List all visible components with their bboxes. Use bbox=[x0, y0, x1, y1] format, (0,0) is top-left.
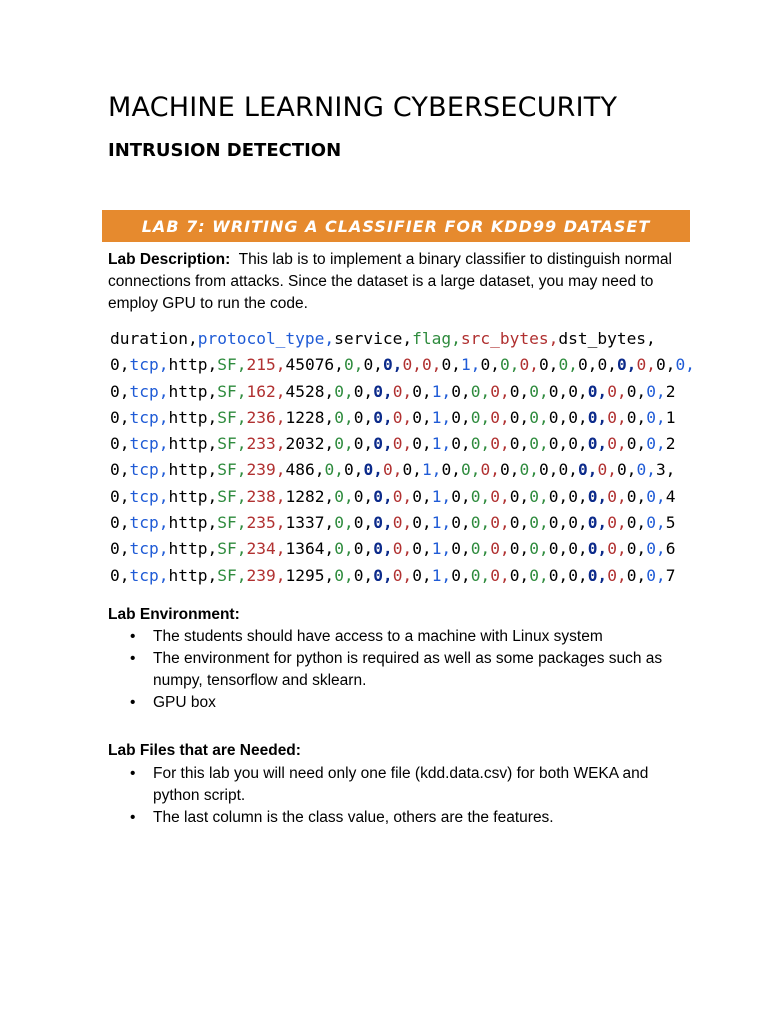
code-token: 0, bbox=[110, 486, 130, 506]
code-token: SF, bbox=[217, 434, 247, 454]
code-token: 0, bbox=[607, 539, 627, 559]
code-token: 0, bbox=[110, 539, 130, 559]
code-token: 0, bbox=[480, 460, 500, 480]
code-token: 0, bbox=[470, 381, 491, 401]
environment-list bbox=[130, 626, 670, 714]
code-token: 0, bbox=[110, 460, 130, 480]
code-token: 0, bbox=[548, 513, 569, 533]
code-token: 0, bbox=[353, 381, 374, 401]
code-token: 0, bbox=[402, 355, 422, 375]
code-token: 0, bbox=[607, 513, 627, 533]
code-token: 0, bbox=[412, 381, 432, 401]
code-token: tcp, bbox=[129, 434, 169, 454]
code-token: tcp, bbox=[129, 407, 169, 427]
code-token: 0, bbox=[519, 460, 539, 480]
code-token: 0, bbox=[324, 460, 344, 480]
code-token: 0, bbox=[421, 355, 442, 375]
code-token: http, bbox=[168, 513, 218, 533]
code-token: dst_bytes, bbox=[558, 329, 656, 348]
code-token: 0, bbox=[490, 539, 510, 559]
code-token: 0, bbox=[607, 407, 627, 427]
code-token: 0, bbox=[577, 355, 598, 375]
code-token: 0, bbox=[646, 434, 666, 454]
code-token: http, bbox=[168, 381, 218, 401]
code-token: 2 bbox=[665, 434, 676, 454]
code-token: 0, bbox=[334, 513, 354, 533]
code-token: SF, bbox=[217, 539, 247, 559]
code-token: 5 bbox=[665, 513, 676, 533]
code-token: 0, bbox=[568, 434, 588, 454]
code-token: 0, bbox=[626, 434, 647, 454]
code-token: 0, bbox=[607, 565, 627, 585]
code-token: 215, bbox=[246, 355, 286, 375]
code-token: 0, bbox=[626, 539, 647, 559]
code-token: 0, bbox=[509, 407, 530, 427]
code-token: 45076, bbox=[285, 355, 344, 375]
code-token: 0, bbox=[577, 460, 598, 480]
code-token: 235, bbox=[246, 513, 286, 533]
code-token: tcp, bbox=[129, 513, 169, 533]
code-token: 0, bbox=[441, 460, 461, 480]
code-token: 1228, bbox=[285, 407, 335, 427]
code-token: 0, bbox=[353, 565, 374, 585]
code-line bbox=[110, 457, 710, 483]
code-token: 0, bbox=[334, 539, 354, 559]
lab-description bbox=[108, 249, 698, 315]
code-token: SF, bbox=[217, 565, 247, 585]
code-token: duration, bbox=[110, 329, 198, 348]
code-token: 0, bbox=[548, 407, 569, 427]
code-token: 0, bbox=[110, 513, 130, 533]
code-token: 0, bbox=[451, 381, 471, 401]
code-token: 0, bbox=[587, 407, 608, 427]
code-token: 0, bbox=[490, 486, 510, 506]
code-token: 0, bbox=[587, 381, 608, 401]
code-token: SF, bbox=[217, 486, 247, 506]
code-token: 1, bbox=[431, 434, 452, 454]
code-token: 0, bbox=[412, 486, 432, 506]
code-token: 0, bbox=[392, 539, 413, 559]
code-token: 0, bbox=[451, 513, 471, 533]
code-token: 0, bbox=[607, 486, 627, 506]
code-token: 0, bbox=[646, 539, 666, 559]
code-token: 0, bbox=[392, 565, 413, 585]
code-token: 0, bbox=[490, 381, 510, 401]
code-token: 0, bbox=[490, 513, 510, 533]
code-line bbox=[110, 326, 710, 352]
code-token: src_bytes, bbox=[460, 329, 559, 348]
code-token: 0, bbox=[392, 434, 413, 454]
code-token: 0, bbox=[412, 434, 432, 454]
code-token: 0, bbox=[451, 407, 471, 427]
code-token: 0, bbox=[499, 460, 520, 480]
code-token: 0, bbox=[529, 513, 549, 533]
code-token: 0, bbox=[548, 434, 569, 454]
dataset-sample-code bbox=[110, 326, 710, 589]
code-token: 0, bbox=[636, 355, 656, 375]
code-token: 6 bbox=[665, 539, 676, 559]
code-token: service, bbox=[334, 329, 413, 348]
code-token: 0, bbox=[587, 539, 608, 559]
code-token: 0, bbox=[412, 407, 432, 427]
code-line bbox=[110, 536, 710, 562]
code-token: 0, bbox=[509, 434, 530, 454]
code-token: 0, bbox=[626, 513, 647, 533]
code-token: 0, bbox=[646, 513, 666, 533]
code-token: 0, bbox=[110, 355, 130, 375]
document-subtitle: INTRUSION DETECTION bbox=[108, 140, 342, 161]
lab-description-label: Lab Description: bbox=[108, 251, 231, 268]
code-token: 0, bbox=[646, 565, 666, 585]
code-token: 0, bbox=[334, 407, 354, 427]
code-token: 239, bbox=[246, 460, 286, 480]
code-token: 7 bbox=[665, 565, 676, 585]
code-token: 0, bbox=[568, 486, 588, 506]
code-token: 1337, bbox=[285, 513, 335, 533]
code-token: 0, bbox=[568, 539, 588, 559]
code-token: 1364, bbox=[285, 539, 335, 559]
code-token: 0, bbox=[373, 434, 393, 454]
code-token: 0, bbox=[412, 513, 432, 533]
lab-banner bbox=[102, 210, 690, 242]
code-token: http, bbox=[168, 355, 218, 375]
code-token: 0, bbox=[334, 434, 354, 454]
lab-description-text: This lab is to implement a binary classifier to distinguish normal connections from attacks. Since the dataset is a large dataset, you may need to employ GPU to run the code. bbox=[108, 251, 672, 312]
code-token: 0, bbox=[548, 381, 569, 401]
code-token: tcp, bbox=[129, 565, 169, 585]
code-token: 0, bbox=[334, 381, 354, 401]
code-token: 3, bbox=[655, 460, 676, 480]
code-token: 0, bbox=[470, 434, 491, 454]
code-token: 0, bbox=[607, 434, 627, 454]
code-token: 0, bbox=[382, 355, 403, 375]
code-token: 0, bbox=[529, 486, 549, 506]
code-token: 1, bbox=[421, 460, 442, 480]
code-token: 0, bbox=[392, 381, 413, 401]
code-line bbox=[110, 484, 710, 510]
code-token: tcp, bbox=[129, 355, 169, 375]
code-token: 239, bbox=[246, 565, 286, 585]
code-token: 0, bbox=[412, 565, 432, 585]
code-token: 162, bbox=[246, 381, 286, 401]
code-line bbox=[110, 431, 710, 457]
code-token: 2 bbox=[665, 381, 676, 401]
code-token: 1, bbox=[431, 381, 452, 401]
code-token: 0, bbox=[568, 407, 588, 427]
code-token: 0, bbox=[402, 460, 422, 480]
code-token: 0, bbox=[548, 486, 569, 506]
bullet-item: • The students should have access to a machine with Linux system bbox=[130, 626, 670, 648]
code-token: 0, bbox=[110, 434, 130, 454]
code-token: 4528, bbox=[285, 381, 335, 401]
code-token: 1, bbox=[431, 565, 452, 585]
code-token: 0, bbox=[548, 565, 569, 585]
code-token: 0, bbox=[490, 407, 510, 427]
code-token: 0, bbox=[626, 486, 647, 506]
code-token: 1, bbox=[431, 407, 452, 427]
code-token: 0, bbox=[548, 539, 569, 559]
code-token: 0, bbox=[558, 460, 578, 480]
code-token: 0, bbox=[470, 407, 491, 427]
code-token: 0, bbox=[441, 355, 461, 375]
code-token: 0, bbox=[529, 434, 549, 454]
code-token: 0, bbox=[353, 513, 374, 533]
code-token: 0, bbox=[597, 460, 617, 480]
code-line bbox=[110, 563, 710, 589]
code-token: 0, bbox=[558, 355, 578, 375]
code-token: 0, bbox=[538, 460, 559, 480]
code-token: 0, bbox=[382, 460, 403, 480]
code-token: 0, bbox=[509, 381, 530, 401]
code-token: 4 bbox=[665, 486, 676, 506]
code-token: http, bbox=[168, 460, 218, 480]
code-token: 1282, bbox=[285, 486, 335, 506]
code-token: 0, bbox=[451, 565, 471, 585]
code-token: 0, bbox=[451, 486, 471, 506]
code-token: tcp, bbox=[129, 460, 169, 480]
code-token: 0, bbox=[509, 513, 530, 533]
code-token: 0, bbox=[353, 539, 374, 559]
code-token: protocol_type, bbox=[197, 329, 335, 348]
code-line bbox=[110, 510, 710, 536]
lab-banner-text: LAB 7: WRITING A CLASSIFIER FOR KDD99 DATASET bbox=[141, 216, 651, 236]
code-token: 0, bbox=[363, 355, 383, 375]
code-token: 0, bbox=[519, 355, 539, 375]
code-token: 0, bbox=[334, 565, 354, 585]
code-token: 0, bbox=[363, 460, 383, 480]
code-token: http, bbox=[168, 565, 218, 585]
code-token: 0, bbox=[646, 407, 666, 427]
code-token: 236, bbox=[246, 407, 286, 427]
code-token: SF, bbox=[217, 407, 247, 427]
code-token: 0, bbox=[451, 434, 471, 454]
code-line bbox=[110, 352, 710, 378]
code-token: 1, bbox=[431, 513, 452, 533]
code-token: 0, bbox=[353, 407, 374, 427]
code-token: 0, bbox=[529, 539, 549, 559]
code-token: 0, bbox=[538, 355, 559, 375]
code-token: 0, bbox=[646, 381, 666, 401]
code-token: 0, bbox=[470, 513, 491, 533]
files-heading: Lab Files that are Needed: bbox=[108, 742, 301, 759]
code-line bbox=[110, 405, 710, 431]
code-token: 0, bbox=[412, 539, 432, 559]
code-token: 0, bbox=[110, 407, 130, 427]
code-token: http, bbox=[168, 539, 218, 559]
code-token: 1, bbox=[431, 486, 452, 506]
code-token: 0, bbox=[470, 539, 491, 559]
code-token: 0, bbox=[343, 355, 364, 375]
bullet-item: • For this lab you will need only one file (kdd.data.csv) for both WEKA and python script. bbox=[130, 763, 670, 807]
code-token: 0, bbox=[110, 565, 130, 585]
code-token: tcp, bbox=[129, 539, 169, 559]
code-token: SF, bbox=[217, 513, 247, 533]
code-token: 0, bbox=[499, 355, 520, 375]
code-token: 1295, bbox=[285, 565, 335, 585]
code-token: 0, bbox=[353, 486, 374, 506]
code-token: 2032, bbox=[285, 434, 335, 454]
code-token: 0, bbox=[587, 513, 608, 533]
code-token: 0, bbox=[626, 381, 647, 401]
code-token: 0, bbox=[529, 381, 549, 401]
code-token: 0, bbox=[490, 565, 510, 585]
code-token: 0, bbox=[587, 486, 608, 506]
code-token: 0, bbox=[392, 407, 413, 427]
code-token: 0, bbox=[616, 460, 637, 480]
code-token: 0, bbox=[568, 381, 588, 401]
code-token: 0, bbox=[392, 486, 413, 506]
code-token: 0, bbox=[509, 486, 530, 506]
code-token: 1, bbox=[460, 355, 481, 375]
code-token: 0, bbox=[675, 355, 695, 375]
code-token: 1, bbox=[431, 539, 452, 559]
code-token: tcp, bbox=[129, 381, 169, 401]
document-title: MACHINE LEARNING CYBERSECURITY bbox=[108, 92, 618, 123]
environment-heading: Lab Environment: bbox=[108, 606, 240, 623]
code-token: 0, bbox=[636, 460, 656, 480]
bullet-item: • The environment for python is required as well as some packages such as numpy, tensorflow and sklearn. bbox=[130, 648, 670, 692]
code-token: 0, bbox=[470, 486, 491, 506]
code-token: 234, bbox=[246, 539, 286, 559]
code-token: 0, bbox=[334, 486, 354, 506]
code-token: 0, bbox=[568, 565, 588, 585]
code-token: 0, bbox=[490, 434, 510, 454]
code-token: 0, bbox=[373, 407, 393, 427]
code-token: 0, bbox=[373, 381, 393, 401]
code-token: 0, bbox=[568, 513, 588, 533]
code-token: SF, bbox=[217, 381, 247, 401]
code-token: 0, bbox=[646, 486, 666, 506]
code-token: 486, bbox=[285, 460, 325, 480]
files-list bbox=[130, 763, 670, 829]
code-token: SF, bbox=[217, 460, 247, 480]
code-token: 0, bbox=[110, 381, 130, 401]
code-token: 0, bbox=[616, 355, 637, 375]
code-token: 0, bbox=[655, 355, 676, 375]
code-token: flag, bbox=[412, 329, 461, 348]
bullet-item: • GPU box bbox=[130, 692, 670, 714]
code-token: 0, bbox=[529, 407, 549, 427]
code-token: http, bbox=[168, 486, 218, 506]
code-token: 0, bbox=[509, 565, 530, 585]
code-token: 0, bbox=[607, 381, 627, 401]
code-token: SF, bbox=[217, 355, 247, 375]
code-token: tcp, bbox=[129, 486, 169, 506]
code-token: http, bbox=[168, 407, 218, 427]
code-token: 0, bbox=[451, 539, 471, 559]
code-line bbox=[110, 379, 710, 405]
code-token: 0, bbox=[353, 434, 374, 454]
code-token: 0, bbox=[587, 434, 608, 454]
code-token: 233, bbox=[246, 434, 286, 454]
code-token: http, bbox=[168, 434, 218, 454]
code-token: 0, bbox=[626, 565, 647, 585]
code-token: 0, bbox=[460, 460, 481, 480]
code-token: 0, bbox=[373, 486, 393, 506]
code-token: 0, bbox=[626, 407, 647, 427]
code-token: 0, bbox=[597, 355, 617, 375]
code-token: 0, bbox=[392, 513, 413, 533]
code-token: 0, bbox=[529, 565, 549, 585]
code-token: 0, bbox=[373, 513, 393, 533]
code-token: 0, bbox=[373, 539, 393, 559]
code-token: 0, bbox=[480, 355, 500, 375]
code-token: 0, bbox=[343, 460, 364, 480]
code-token: 238, bbox=[246, 486, 286, 506]
code-token: 0, bbox=[470, 565, 491, 585]
code-token: 1 bbox=[665, 407, 676, 427]
code-token: 0, bbox=[373, 565, 393, 585]
code-token: 0, bbox=[587, 565, 608, 585]
code-token: 0, bbox=[509, 539, 530, 559]
bullet-item: • The last column is the class value, others are the features. bbox=[130, 807, 670, 829]
